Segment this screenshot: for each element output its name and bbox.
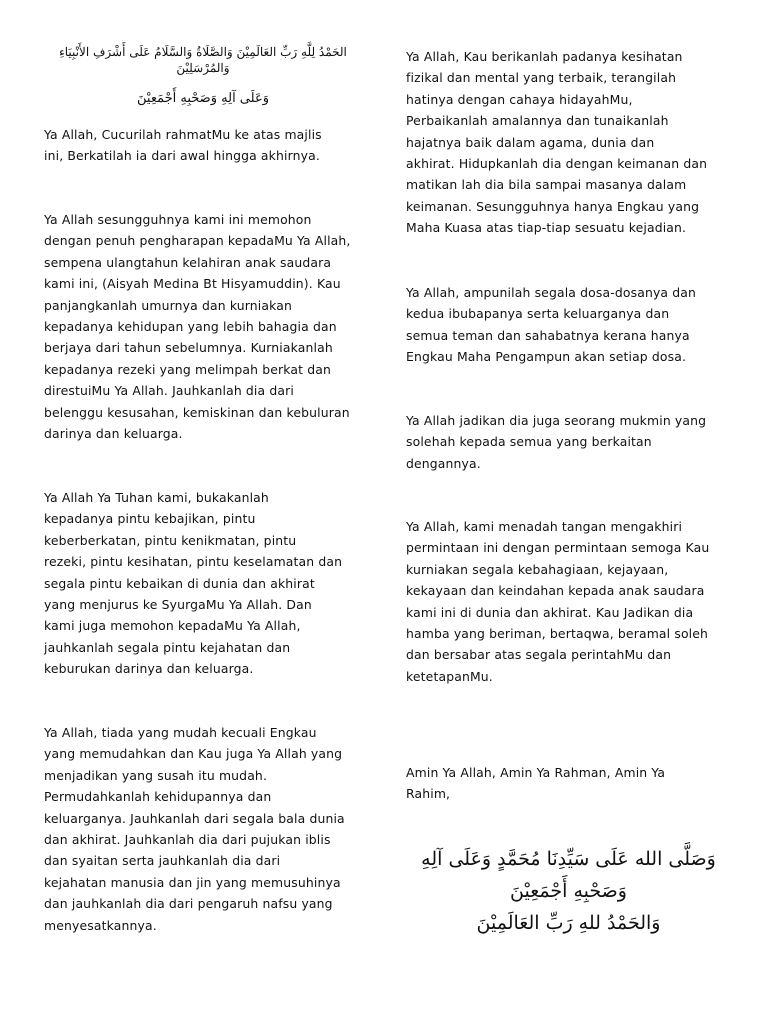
arabic-opening-line-1: الحَمْدُ لِلَّهِ رَبِّ العَالَمِيْنَ وَالصَّلَاةُ وَالسَّلَامُ عَلَى أَشْرَفِ الأَنْبِيَاءِ وَالمُرْسَلِيْنَ bbox=[59, 45, 347, 75]
paragraph-doors-of-goodness: Ya Allah Ya Tuhan kami, bukakanlah kepadanya pintu kebajikan, pintu keberberkatan, pintu kenikmatan, pintu rezeki, pintu kesihatan, pintu keselamatan dan segala pintu kebaikan di dunia dan akhirat yang menjurus ke SyurgaMu Ya Allah. Dan kami juga memohon kepadaMu Ya Allah, jauhkanlah segala pintu kejahatan dan keburukan darinya dan keluarga. bbox=[44, 490, 343, 677]
arabic-opening-line-2: وَعَلَى آلِهِ وَصَحْبِهِ أَجْمَعِيْنَ bbox=[137, 91, 269, 106]
paragraph-ease-of-life: Ya Allah, tiada yang mudah kecuali Engkau yang memudahkan dan Kau juga Ya Allah yang menjadikan yang susah itu mudah. Permudahkanlah kehidupannya dan keluarganya. Jauhkanlah dari segala bala dunia dan akhirat. Jauhkanlah dia dari pujukan iblis dan syaitan serta jauhkanlah dia dari kejahatan manusia dan jin yang memusuhinya dan jauhkanlah dia dari pengaruh nafsu yang menyesatkannya. bbox=[44, 725, 345, 933]
paragraph-closing-request: Ya Allah, kami menadah tangan mengakhiri permintaan ini dengan permintaan semoga Kau kurniakan segala kebahagiaan, kejayaan, kekayaan dan keindahan kepada anak saudara kami ini di dunia dan akhirat. Kau Jadikan dia hamba yang beriman, bertaqwa, beramal soleh dan bersabar atas segala perintahMu dan ketetapanMu. bbox=[406, 519, 710, 684]
paragraph-blessing-majlis: Ya Allah, Cucurilah rahmatMu ke atas majlis ini, Berkatilah ia dari awal hingga akhirnya. bbox=[44, 127, 322, 164]
paragraph-amin: Amin Ya Allah, Amin Ya Rahman, Amin Ya Rahim, bbox=[406, 765, 666, 802]
paragraph-health-guidance: Ya Allah, Kau berikanlah padanya kesihatan fizikal dan mental yang terbaik, terangilah hatinya dengan cahaya hidayahMu, Perbaikanlah amalannya dan tunaikanlah hajatnya baik dalam agama, dunia dan akhirat. Hidupkanlah dia dengan keimanan dan matikan lah dia bila sampai masanya dalam keimanan. Sesungguhnya hanya Engkau yang Maha Kuasa atas tiap-tiap sesuatu kejadian. bbox=[406, 49, 708, 236]
arabic-closing-salawat: وَصَلَّى الله عَلَى سَيِّدِنَا مُحَمَّدٍ وَعَلَى آلِهِ وَصَحْبِهِ أَجْمَعِيْنَ وَالحَمْدُ للهِ رَبِّ العَالَمِيْنَ bbox=[421, 848, 716, 934]
paragraph-forgiveness: Ya Allah, ampunilah segala dosa-dosanya dan kedua ibubapanya serta keluarganya dan semua teman dan sahabatnya kerana hanya Engkau Maha Pengampun akan setiap dosa. bbox=[406, 285, 697, 365]
paragraph-pious-believer: Ya Allah jadikan dia juga seorang mukmin yang solehah kepada semua yang berkaitan dengannya. bbox=[406, 413, 707, 471]
paragraph-birthday-prayer: Ya Allah sesungguhnya kami ini memohon dengan penuh pengharapan kepadaMu Ya Allah, sempena ulangtahun kelahiran anak saudara kami ini, (Aisyah Medina Bt Hisyamuddin). Kau panjangkanlah umurnya dan kurniakan kepadanya kehidupan yang lebih bahagia dan berjaya dari tahun sebelumnya. Kurniakanlah kepadanya rezeki yang melimpah berkat dan direstuiMu Ya Allah. Jauhkanlah dia dari belenggu kesusahan, kemiskinan dan kebuluran darinya dan keluarga. bbox=[44, 212, 351, 442]
